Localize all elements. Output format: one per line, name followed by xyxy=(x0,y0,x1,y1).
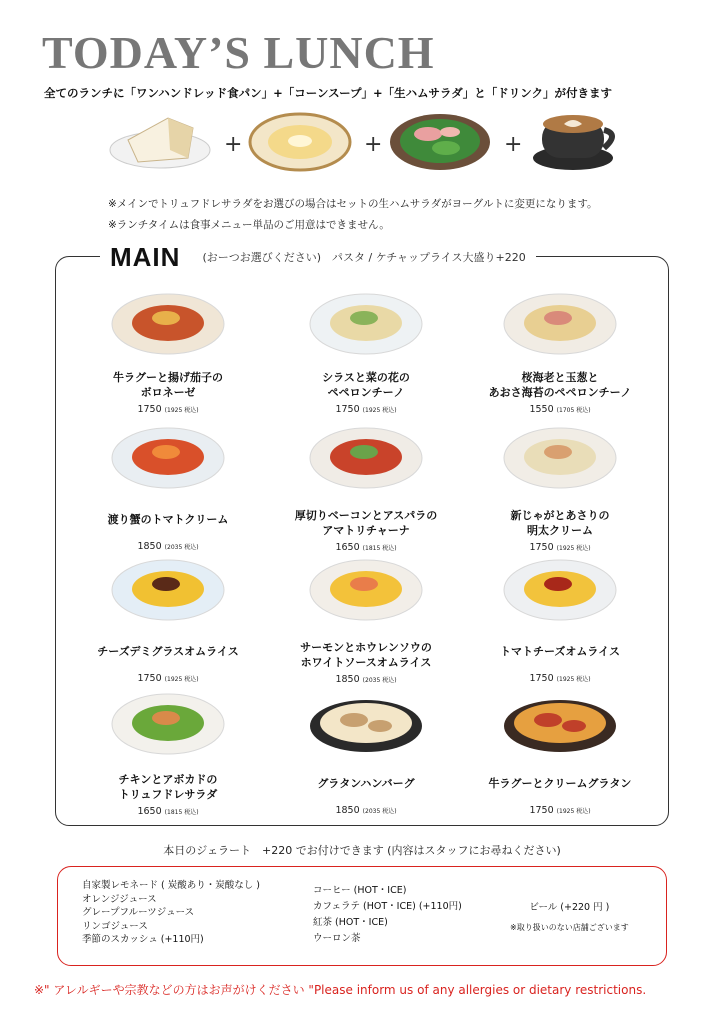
dish-name: トマトチーズオムライス xyxy=(499,645,620,658)
dish-name: サーモンとホウレンソウの ホワイトソースオムライス xyxy=(300,641,432,669)
dish-price-tax: (2035 税込) xyxy=(164,544,199,551)
drink-item: コーヒー (HOT・ICE) xyxy=(313,885,407,896)
dish-info xyxy=(68,370,268,415)
dish-info xyxy=(266,772,466,816)
dish-info xyxy=(266,508,466,553)
plus-sign-1: + xyxy=(224,132,243,157)
dish-name: 渡り蟹のトマトクリーム xyxy=(107,513,229,526)
beer-note: ※取り扱いのない店舗ございます xyxy=(510,922,629,932)
truffle-salad-icon xyxy=(108,690,228,756)
dish-price-tax: (1815 税込) xyxy=(164,809,199,816)
set-description: 全てのランチに「ワンハンドレッド食パン」+「コーンスープ」+「生ハムサラダ」と「ドリンク」が付きます xyxy=(44,86,613,100)
dish-name: 牛ラグーと揚げ茄子の ボロネーゼ xyxy=(113,371,223,399)
bolognese-icon xyxy=(108,290,228,356)
main-title: MAIN xyxy=(110,241,181,272)
drinks-column-1 xyxy=(82,879,260,947)
drink-item: リンゴジュース xyxy=(82,920,148,932)
dish-price xyxy=(68,806,268,817)
dish-price-value: 1750 xyxy=(137,673,162,684)
dish-name: 牛ラグーとクリームグラタン xyxy=(488,777,632,790)
drink-item: オレンジジュース xyxy=(82,893,157,905)
dish-price xyxy=(460,673,660,684)
main-header xyxy=(100,242,536,272)
salmon-omurice-icon xyxy=(306,556,426,622)
dish-price xyxy=(460,404,660,415)
dish-price xyxy=(266,542,466,553)
mentai-pasta-icon xyxy=(500,424,620,490)
dish-name: チキンとアボカドの トリュフドレサラダ xyxy=(118,773,218,801)
dish-name: チーズデミグラスオムライス xyxy=(97,645,239,658)
dish-price-value: 1750 xyxy=(529,805,554,816)
drinks-column-2 xyxy=(313,883,462,947)
drink-item: グレープフルーツジュース xyxy=(82,907,195,918)
bread-icon xyxy=(108,110,213,176)
dish-price-tax: (1925 税込) xyxy=(164,676,199,683)
dish-info xyxy=(68,772,268,817)
ragu-gratin-icon xyxy=(500,690,620,756)
dish-name: シラスと菜の花の ペペロンチーノ xyxy=(322,371,410,399)
dish-info xyxy=(68,640,268,684)
dish-item xyxy=(460,424,660,490)
dish-name: 桜海老と玉葱と あおさ海苔のペペロンチーノ xyxy=(488,371,632,399)
tomato-omurice-icon xyxy=(500,556,620,622)
lunchtime-note: ※ランチタイムは食事メニュー単品のご用意はできません。 xyxy=(108,219,390,231)
page-title: TODAY’S LUNCH xyxy=(42,27,435,78)
dish-price-value: 1850 xyxy=(335,674,360,685)
dish-item xyxy=(68,556,268,622)
dish-price xyxy=(68,541,268,552)
dish-price-value: 1750 xyxy=(529,542,554,553)
dish-item xyxy=(460,556,660,622)
dish-info xyxy=(266,640,466,685)
dish-price-value: 1750 xyxy=(335,404,360,415)
dish-price-value: 1550 xyxy=(529,404,554,415)
dish-price-value: 1750 xyxy=(529,673,554,684)
drink-item: ウーロン茶 xyxy=(313,933,361,944)
peperoncino-icon xyxy=(306,290,426,356)
set-items-row xyxy=(100,110,620,180)
dish-item xyxy=(460,690,660,756)
dish-price-value: 1850 xyxy=(335,805,360,816)
dish-item xyxy=(460,290,660,356)
salad-note: ※メインでトリュフドレサラダをお選びの場合はセットの生ハムサラダがヨーグルトに変更になります。 xyxy=(108,198,598,210)
dish-price xyxy=(460,805,660,816)
ham-salad-icon xyxy=(388,110,493,176)
dish-price-tax: (1925 税込) xyxy=(556,808,591,815)
dish-info xyxy=(460,640,660,684)
dish-price-value: 1850 xyxy=(137,541,162,552)
shrimp-pasta-icon xyxy=(500,290,620,356)
drink-item: カフェラテ (HOT・ICE) (+110円) xyxy=(313,901,462,912)
dish-price-tax: (1705 税込) xyxy=(556,407,591,414)
dish-price xyxy=(266,674,466,685)
main-subtitle: (おーつお選びください) パスタ / ケチャップライス大盛り+220 xyxy=(202,251,526,264)
allergy-note: ※" アレルギーや宗教などの方はお声がけください "Please inform us of any allergies or dietary restrictions. xyxy=(34,983,647,997)
dish-price-tax: (1925 税込) xyxy=(164,407,199,414)
drinks-column-3 xyxy=(510,901,629,934)
drink-item: 自家製レモネード ( 炭酸あり・炭酸なし ) xyxy=(82,880,260,891)
gratin-hamburg-icon xyxy=(306,690,426,756)
dish-price xyxy=(68,673,268,684)
dish-price-tax: (1925 税込) xyxy=(556,545,591,552)
dish-price xyxy=(460,542,660,553)
dish-price-tax: (1815 税込) xyxy=(362,545,397,552)
dish-item xyxy=(68,290,268,356)
dish-item xyxy=(68,690,268,756)
dish-item xyxy=(266,290,466,356)
drink-item: 紅茶 (HOT・ICE) xyxy=(313,917,388,928)
amatriciana-icon xyxy=(306,424,426,490)
dish-info xyxy=(266,370,466,415)
dish-name: 厚切りベーコンとアスパラの アマトリチャーナ xyxy=(294,509,438,537)
dish-item xyxy=(266,690,466,756)
dish-item xyxy=(266,424,466,490)
dish-info xyxy=(460,370,660,415)
gelato-note: 本日のジェラート +220 でお付けできます (内容はスタッフにお尋ねください) xyxy=(163,844,561,857)
corn-soup-icon xyxy=(248,110,353,176)
dish-info xyxy=(68,508,268,552)
crab-pasta-icon xyxy=(108,424,228,490)
dish-item xyxy=(266,556,466,622)
dish-info xyxy=(460,508,660,553)
dish-price-tax: (2035 税込) xyxy=(362,808,397,815)
plus-sign-2: + xyxy=(364,132,383,157)
dish-price xyxy=(68,404,268,415)
dish-price xyxy=(266,805,466,816)
dish-price-value: 1650 xyxy=(137,806,162,817)
drink-item: 季節のスカッシュ (+110円) xyxy=(82,934,204,945)
demi-omurice-icon xyxy=(108,556,228,622)
dish-price-tax: (1925 税込) xyxy=(556,676,591,683)
dish-price xyxy=(266,404,466,415)
dish-price-value: 1650 xyxy=(335,542,360,553)
dish-info xyxy=(460,772,660,816)
drinks-box xyxy=(57,866,667,966)
dish-item xyxy=(68,424,268,490)
plus-sign-3: + xyxy=(504,132,523,157)
latte-icon xyxy=(528,110,623,176)
dish-price-value: 1750 xyxy=(137,404,162,415)
beer-item: ビール (+220 円 ) xyxy=(529,902,610,913)
dish-price-tax: (2035 税込) xyxy=(362,677,397,684)
dish-name: 新じゃがとあさりの 明太クリーム xyxy=(510,509,610,537)
dish-price-tax: (1925 税込) xyxy=(362,407,397,414)
dish-name: グラタンハンバーグ xyxy=(317,777,415,790)
